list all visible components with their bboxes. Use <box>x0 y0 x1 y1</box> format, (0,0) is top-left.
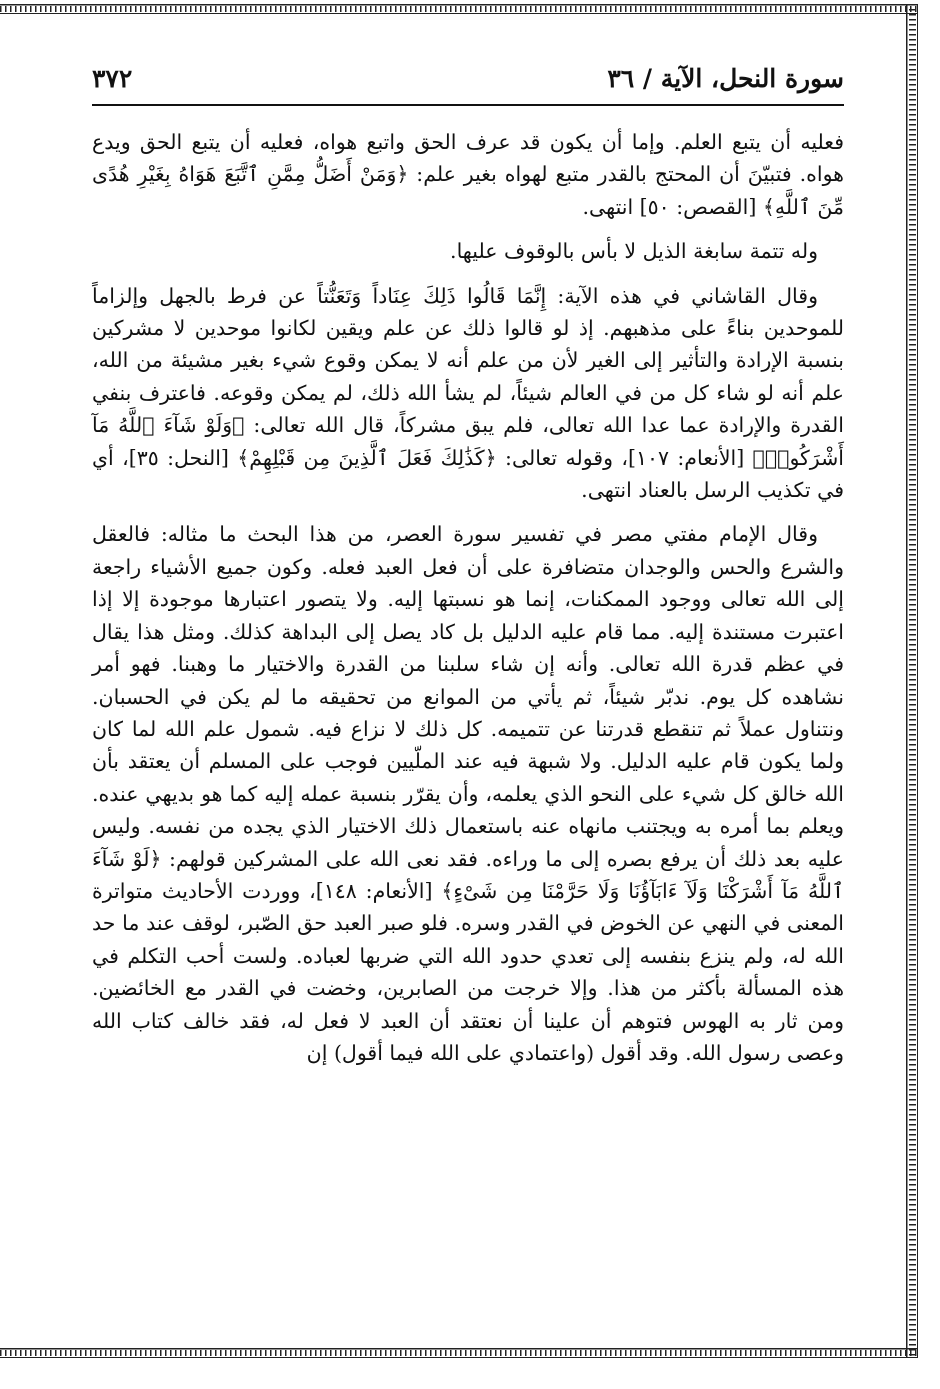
paragraph-2: وله تتمة سابغة الذيل لا بأس بالوقوف عليها. <box>450 239 818 264</box>
paragraph-3: وقال القاشاني في هذه الآية: إِنَّمَا قَالُوا ذَلِكَ عِنَاداً وَتَعَنُّتاً عن فرط بالجهل وإلزاماً للموحدين بناءً على مذهبهم. إذ لو قالوا ذلك عن علم ويقين لكانوا موحدين لا مشركين بنسبة الإرادة والتأثير إلى الغير لأن من علم أنه لا يمكن وقوع شيء بغير مشيئة من الله، علم أنه لو شاء كل من في العالم شيئاً، لم يشأ الله ذلك، لم يمكن وقوعه. فاعترف بنفي القدرة والإرادة عما عدا الله تعالى، فلم يبق مشركاً، قال الله تعالى: ﴿وَلَوْ شَآءَ ٱللَّهُ مَآ أَشْرَكُوا۟﴾ [الأنعام: ١٠٧]، وقوله تعالى: ﴿كَذَٰلِكَ فَعَلَ ٱلَّذِينَ مِن قَبْلِهِمْ﴾ [النحل: ٣٥]، أي في تكذيب الرسل بالعناد انتهى. <box>92 283 844 503</box>
paragraph-1: فعليه أن يتبع العلم. وإما أن يكون قد عرف الحق واتبع هواه، فعليه أن يتبع الحق ويدع هواه. فتبيّنَ أن المحتج بالقدر متبع لهواه بغير علم: ﴿وَمَنْ أَضَلُّ مِمَّنِ ٱتَّبَعَ هَوَاهُ بِغَيْرِ هُدًى مِّنَ ٱللَّهِ﴾ [القصص: ٥٠] انتهى. <box>92 130 844 219</box>
page-border-right <box>906 4 918 1358</box>
page-border-bottom <box>0 1348 918 1358</box>
surah-title: سورة النحل، الآية / ٣٦ <box>607 63 844 93</box>
page-number: ٣٧٢ <box>92 63 133 93</box>
page-border-top <box>0 4 918 14</box>
page-header <box>92 58 844 98</box>
page-body <box>92 126 844 1081</box>
paragraph-4: وقال الإمام مفتي مصر في تفسير سورة العصر، من هذا البحث ما مثاله: فالعقل والشرع والحس والوجدان متضافرة على أن فعل العبد فعله. وكون جميع الأشياء راجعة إلى الله تعالى ووجود الممكنات، إنما هو نسبتها إليه. ولا يتصور اعتبارها موجودة إلا إذا اعتبرت مستندة إليه. مما قام عليه الدليل بل كاد يصل إلى البداهة كذلك. ومثل هذا يقال في عظم قدرة الله تعالى. وأنه إن شاء سلبنا من القدرة والاختيار ما وهبنا. فهو أمر نشاهده كل يوم. ندبّر شيئاً، ثم يأتي من الموانع من تحقيقه ما لم يكن في الحسبان. ونتناول عملاً ثم تنقطع قدرتنا عن تتميمه. كل ذلك لا نزاع فيه. شمول علم الله لما كان ولما يكون قام عليه الدليل. ولا شبهة فيه عند الملّيين فوجب على المسلم أن يعتقد بأن الله خالق كل شيء على النحو الذي يعلمه، وأن يقرّر بنسبة عمله إليه كما هو بديهي عنده. ويعلم بما أمره به ويجتنب مانهاه عنه باستعمال ذلك الاختيار الذي يجده من نفسه. وليس عليه بعد ذلك أن يرفع بصره إلى ما وراءه. فقد نعى الله على المشركين قولهم: ﴿لَوْ شَآءَ ٱللَّهُ مَآ أَشْرَكْنَا وَلَآ ءَابَآؤُنَا وَلَا حَرَّمْنَا مِن شَىْءٍ﴾ [الأنعام: ١٤٨]، ووردت الأحاديث متواترة المعنى في النهي عن الخوض في القدر وسره. فلو صبر العبد حق الصّبر، لوقف عند ما حد الله له، ولم ينزع بنفسه إلى تعدي حدود الله التي ضربها لعباده. ولست أحب التكلم في هذه المسألة بأكثر من هذا. وإلا خرجت من الصابرين، وخضت في القدر مع الخائضين. ومن ثار به الهوس فتوهم أن علينا أن نعتقد أن العبد لا فعل له، فقد خالف كتاب الله وعصى رسول الله. وقد أقول (واعتمادي على الله فيما أقول) إن <box>92 522 845 1065</box>
header-divider <box>92 104 844 106</box>
